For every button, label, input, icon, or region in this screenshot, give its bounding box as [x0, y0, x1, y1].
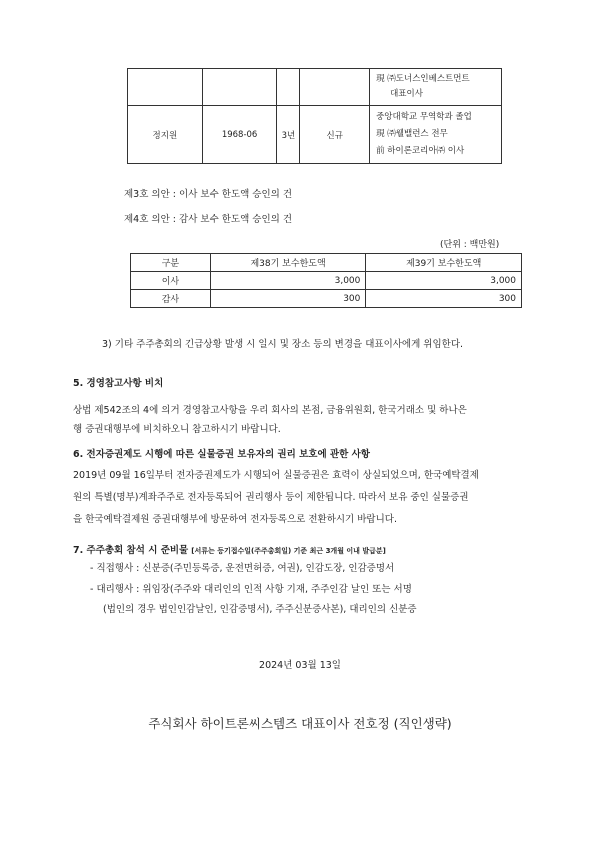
section-6-line: 을 한국예탁결제원 증권대행부에 방문하여 전자등록으로 전환하시기 바랍니다. [73, 514, 397, 525]
section-7-note: [서류는 등기접수일(주주총회일) 기준 최근 3개월 이내 발급분] [191, 547, 386, 555]
row-label: 이사 [131, 272, 211, 290]
table-header-row [131, 254, 522, 272]
table-row [128, 106, 502, 164]
agenda-4: 제4호 의안 : 감사 보수 한도액 승인의 건 [124, 214, 293, 225]
section-5-line: 상법 제542조의 4에 의거 경영참고사항을 우리 회사의 본점, 금융위원회, 한국거래소 및 하나은 [73, 405, 467, 416]
value-39th: 300 [366, 290, 522, 308]
header-38th: 제38기 보수한도액 [210, 254, 366, 272]
value-38th: 300 [210, 290, 366, 308]
section-6-title: 6. 전자증권제도 시행에 따른 실물증권 보유자의 권리 보호에 관한 사항 [73, 449, 370, 460]
career-line: 現 ㈜도너스인베스트먼트 [376, 74, 470, 84]
candidate-table [127, 68, 502, 164]
table-cell [300, 69, 370, 106]
section-5-line: 행 증권대행부에 비치하오니 참고하시기 바랍니다. [73, 424, 281, 435]
section-6-line: 원의 특별(명부)계좌주주로 전자등록되어 권리행사 등이 제한됩니다. 따라서 보유 중인 실물증권 [73, 492, 469, 503]
candidate-birth: 1968-06 [202, 106, 277, 164]
table-row [131, 290, 522, 308]
table-cell [202, 69, 277, 106]
section-7-line: - 직접행사 : 신분증(주민등록증, 운전면허증, 여권), 인감도장, 인감증명서 [90, 563, 395, 574]
career-line: 前 하이론코리아㈜ 이사 [376, 146, 465, 156]
career-line: 現 ㈜웰밸런스 전무 [376, 129, 448, 139]
table-row [131, 272, 522, 290]
header-category: 구분 [131, 254, 211, 272]
pay-limit-table [130, 253, 522, 308]
career-line: 대표이사 [390, 89, 423, 99]
item-3-text: 3) 기타 주주총회의 긴급상황 발생 시 일시 및 장소 등의 변경을 대표이사에게 위임한다. [102, 339, 464, 350]
career-line: 중앙대학교 무역학과 졸업 [376, 112, 472, 122]
section-7-title: 7. 주주총회 참석 시 준비물 [73, 545, 189, 556]
document-date: 2024년 03월 13일 [259, 660, 341, 671]
row-label: 감사 [131, 290, 211, 308]
section-7-line: (법인의 경우 법인인감날인, 인감증명서), 주주신분증사본), 대리인의 신분증 [103, 604, 417, 615]
signoff: 주식회사 하이트론씨스템즈 대표이사 전호정 (직인생략) [148, 716, 452, 731]
value-39th: 3,000 [366, 272, 522, 290]
candidate-type: 신규 [300, 106, 370, 164]
section-5-title: 5. 경영참고사항 비치 [73, 378, 164, 389]
career-cell [370, 69, 502, 106]
section-6-line: 2019년 09월 16일부터 전자증권제도가 시행되어 실물증권은 효력이 상실되었으며, 한국예탁결제 [73, 470, 479, 481]
candidate-term: 3년 [277, 106, 300, 164]
section-7-heading [73, 542, 386, 556]
candidate-name: 정지원 [128, 106, 203, 164]
section-7-line: - 대리행사 : 위임장(주주와 대리인의 인적 사항 기재, 주주인감 날인 또는 서명 [90, 584, 412, 595]
value-38th: 3,000 [210, 272, 366, 290]
table-row [128, 69, 502, 106]
table-cell [128, 69, 203, 106]
career-cell [370, 106, 502, 164]
table-cell [277, 69, 300, 106]
agenda-3: 제3호 의안 : 이사 보수 한도액 승인의 건 [124, 189, 293, 200]
header-39th: 제39기 보수한도액 [366, 254, 522, 272]
unit-label: (단위 : 백만원) [440, 240, 500, 250]
